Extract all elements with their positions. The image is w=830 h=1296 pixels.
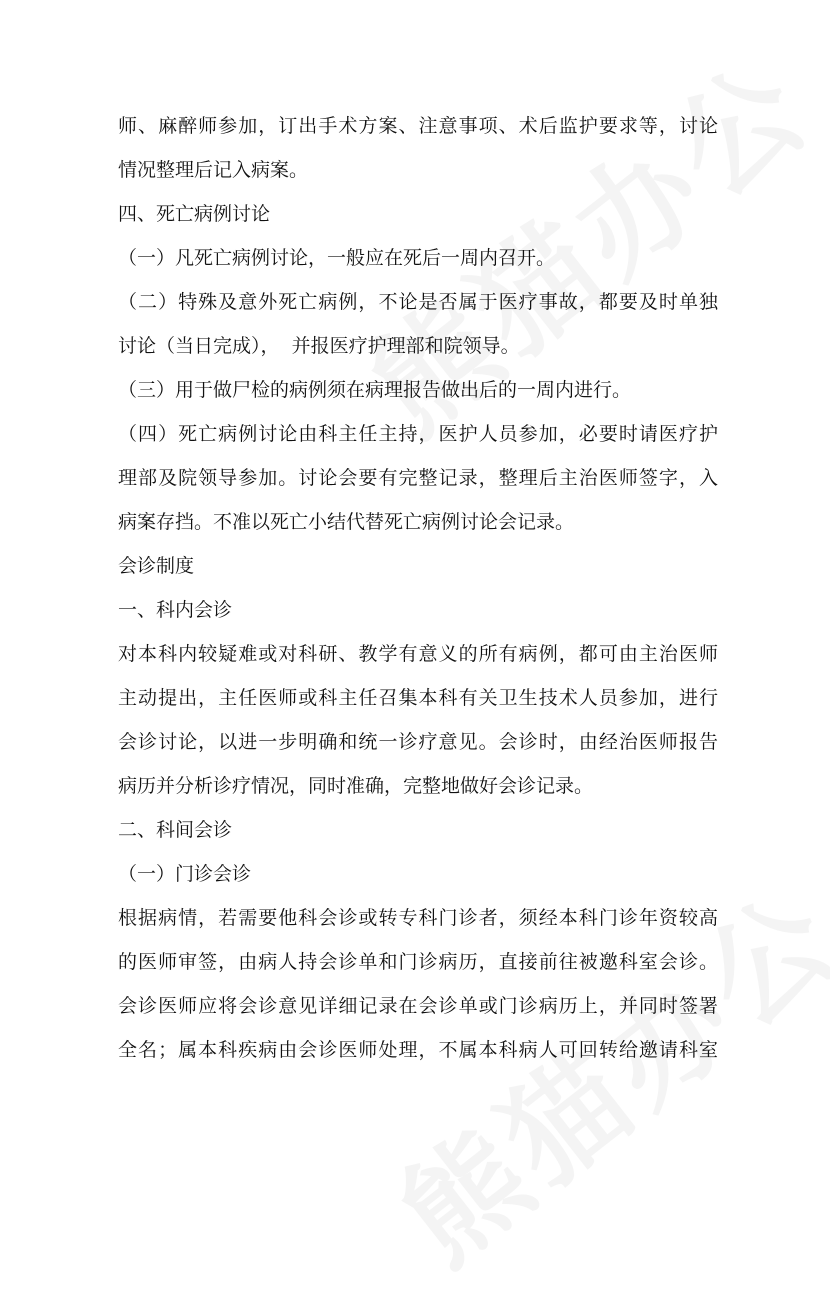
text-line: 师、麻醉师参加，订出手术方案、注意事项、术后监护要求等，讨论	[118, 115, 718, 137]
section-heading: 一、科内会诊	[118, 599, 233, 621]
text-line: （四）死亡病例讨论由科主任主持，医护人员参加，必要时请医疗护	[118, 423, 718, 445]
text-line: （三）用于做尸检的病例须在病理报告做出后的一周内进行。	[118, 379, 632, 401]
text-line: 的医师审签，由病人持会诊单和门诊病历，直接前往被邀科室会诊。	[118, 951, 718, 973]
text-line: 会诊医师应将会诊意见详细记录在会诊单或门诊病历上，并同时签署	[118, 995, 718, 1017]
text-line: （二）特殊及意外死亡病例，不论是否属于医疗事故，都要及时单独	[118, 291, 718, 313]
text-line: （一）凡死亡病例讨论，一般应在死后一周内召开。	[118, 247, 556, 269]
text-line: 全名；属本科疾病由会诊医师处理，不属本科病人可回转给邀请科室	[118, 1039, 718, 1061]
section-heading: 会诊制度	[118, 555, 195, 577]
text-line: 会诊讨论，以进一步明确和统一诊疗意见。会诊时，由经治医师报告	[118, 731, 718, 753]
text-line: 对本科内较疑难或对科研、教学有意义的所有病例，都可由主治医师	[118, 643, 718, 665]
section-heading: 二、科间会诊	[118, 819, 233, 841]
text-line: 情况整理后记入病案。	[118, 159, 309, 181]
section-heading: （一）门诊会诊	[118, 863, 252, 885]
text-line: 理部及院领导参加。讨论会要有完整记录，整理后主治医师签字，入	[118, 467, 718, 489]
text-line: 病案存挡。不准以死亡小结代替死亡病例讨论会记录。	[118, 511, 575, 533]
section-heading: 四、死亡病例讨论	[118, 203, 271, 225]
text-line: 根据病情，若需要他科会诊或转专科门诊者，须经本科门诊年资较高	[118, 907, 718, 929]
text-line: 病历并分析诊疗情况，同时准确，完整地做好会诊记录。	[118, 775, 594, 797]
text-line: 主动提出，主任医师或科主任召集本科有关卫生技术人员参加，进行	[118, 687, 718, 709]
document-body	[118, 104, 718, 1072]
text-line: 讨论（当日完成）， 并报医疗护理部和院领导。	[118, 335, 520, 357]
